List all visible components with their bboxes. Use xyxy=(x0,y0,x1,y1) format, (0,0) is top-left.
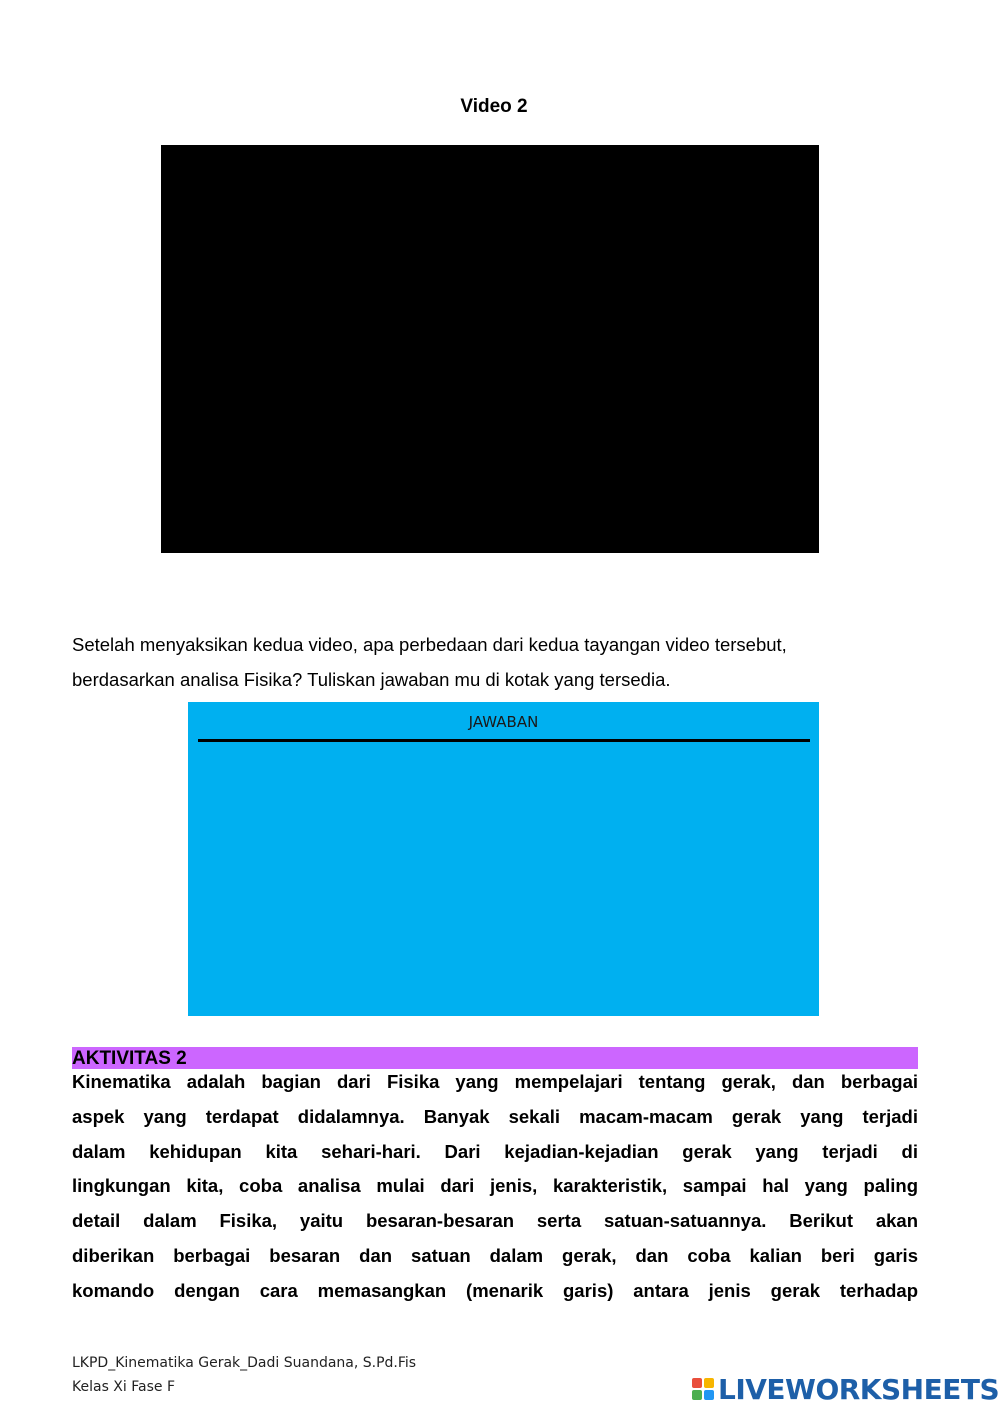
question-line-2: berdasarkan analisa Fisika? Tuliskan jawaban mu di kotak yang tersedia. xyxy=(72,668,671,690)
brand-text: LIVEWORKSHEETS xyxy=(718,1372,1000,1406)
activity-body xyxy=(72,1065,918,1309)
answer-input[interactable] xyxy=(198,748,810,1008)
activity-line: dalam kehidupan kita sehari-hari. Dari kejadian-kejadian gerak yang terjadi di xyxy=(72,1140,918,1162)
logo-square-red xyxy=(692,1378,702,1388)
activity-heading: AKTIVITAS 2 xyxy=(72,1047,918,1069)
liveworksheets-logo-icon xyxy=(692,1378,714,1400)
footer-author: LKPD_Kinematika Gerak_Dadi Suandana, S.Pd.Fis xyxy=(72,1355,417,1371)
activity-line: detail dalam Fisika, yaitu besaran-besaran serta satuan-satuannya. Berikut akan xyxy=(72,1210,918,1232)
activity-line: lingkungan kita, coba analisa mulai dari jenis, karakteristik, sampai hal yang paling xyxy=(72,1175,918,1197)
question-text xyxy=(72,628,918,697)
logo-square-yellow xyxy=(704,1378,714,1388)
video-player[interactable] xyxy=(161,145,819,553)
answer-box xyxy=(188,702,819,1016)
answer-divider xyxy=(198,739,810,742)
activity-line: diberikan berbagai besaran dan satuan dalam gerak, dan coba kalian beri garis xyxy=(72,1244,918,1266)
video-title: Video 2 xyxy=(460,96,528,117)
question-line-1: Setelah menyaksikan kedua video, apa perbedaan dari kedua tayangan video tersebut, xyxy=(72,634,787,655)
footer xyxy=(72,1351,416,1399)
logo-square-green xyxy=(692,1390,702,1400)
activity-line: komando dengan cara memasangkan (menarik garis) antara jenis gerak terhadap xyxy=(72,1279,918,1301)
activity-line: Kinematika adalah bagian dari Fisika yang mempelajari tentang gerak, dan berbagai xyxy=(72,1071,918,1092)
liveworksheets-logo[interactable] xyxy=(692,1372,999,1406)
answer-label: JAWABAN xyxy=(468,713,539,731)
activity-line: aspek yang terdapat didalamnya. Banyak sekali macam-macam gerak yang terjadi xyxy=(72,1105,918,1127)
footer-class: Kelas Xi Fase F xyxy=(72,1379,175,1395)
logo-square-blue xyxy=(704,1390,714,1400)
